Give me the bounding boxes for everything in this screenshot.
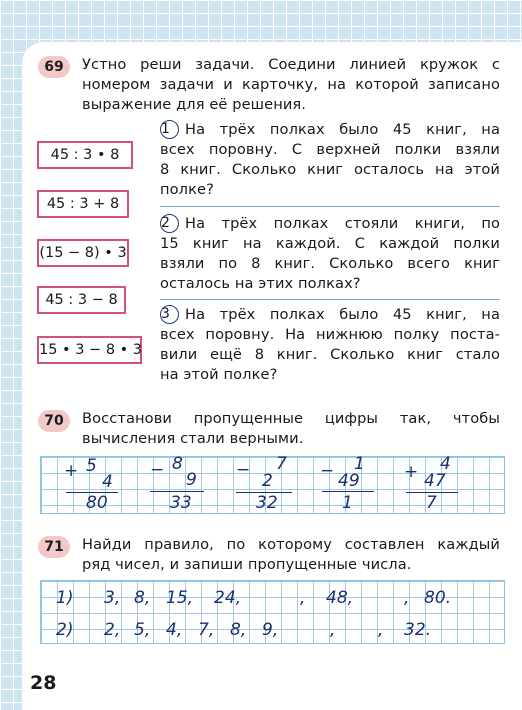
task-69-line: выражение для её решения. [82, 96, 307, 113]
task-71-instructions [82, 535, 500, 575]
problem-text: взяли по 8 книг. Сколько всего книг [160, 255, 500, 272]
problem-3-circle[interactable]: 3 [160, 305, 179, 324]
sequence-number: 8, [230, 620, 247, 640]
handwritten-sign: − [236, 460, 251, 480]
expression-card[interactable]: 45 : 3 • 8 [37, 141, 133, 169]
problem-text: осталось на этих полках? [160, 275, 361, 292]
sequence-gap: , [330, 620, 336, 640]
task-69-line: Устно реши задачи. Соедини линией кружок с [82, 56, 500, 73]
sequence-number: 4, [166, 620, 183, 640]
task-71-line: ряд чисел, и запиши пропущенные числа. [82, 556, 412, 573]
handwritten-digit: 47 [424, 471, 446, 491]
handwritten-digit: 49 [338, 471, 360, 491]
task-69-line: номером задачи и карточку, на которой записано [82, 76, 500, 93]
sequence-number: 24, [214, 588, 242, 608]
problem-2 [160, 214, 500, 294]
problem-1 [160, 120, 500, 200]
sequence-number: 9, [262, 620, 279, 640]
problem-text: На трёх полках стояли книги, по [185, 215, 500, 232]
handwritten-result: 1 [342, 493, 353, 513]
handwritten-sign: − [320, 461, 335, 481]
row-label: 1) [56, 588, 74, 608]
expression-card[interactable]: (15 − 8) • 3 [37, 239, 129, 267]
sequence-gap: , [300, 588, 306, 608]
sequence-number: 32. [404, 620, 432, 640]
problem-3 [160, 305, 500, 385]
problem-text: всех поровну. С верхней полки взяли [160, 141, 500, 158]
problem-1-circle[interactable]: 1 [160, 120, 179, 139]
handwritten-digit: 2 [262, 471, 273, 491]
task-69-instructions [82, 55, 500, 115]
task-71-line: Найди правило, по которому составлен каждый [82, 536, 500, 553]
task-71-badge: 71 [38, 536, 70, 558]
problem-text: 15 книг на каждой. С каждой полки [160, 235, 500, 252]
task-70-line: Восстанови пропущенные цифры так, чтобы [82, 410, 500, 427]
sequence-number: 2, [104, 620, 121, 640]
sequence-number: 5, [134, 620, 151, 640]
sequence-number: 48, [326, 588, 354, 608]
expression-card[interactable]: 45 : 3 + 8 [37, 190, 129, 218]
task-70-line: вычисления стали верными. [82, 430, 304, 447]
handwritten-sign: + [404, 462, 419, 482]
handwritten-result: 32 [256, 493, 278, 513]
problem-text: На трёх полках было 45 книг, на [185, 121, 500, 138]
sum-line [322, 491, 374, 492]
handwritten-sign: − [150, 460, 165, 480]
handwritten-digit: 4 [102, 472, 113, 492]
sequence-number: 15, [166, 588, 194, 608]
problem-2-circle[interactable]: 2 [160, 214, 179, 233]
problem-text: На трёх полках было 45 книг, на [185, 306, 500, 323]
sequence-number: 8, [134, 588, 151, 608]
handwritten-digit: 5 [86, 456, 97, 476]
sequence-number: 7, [198, 620, 215, 640]
problem-text: на этой полке? [160, 366, 278, 383]
handwritten-digit: 9 [186, 470, 197, 490]
divider [160, 206, 500, 207]
expression-card[interactable]: 45 : 3 − 8 [37, 286, 126, 314]
handwritten-result: 80 [86, 493, 108, 513]
problem-text: вили ещё 8 книг. Сколько книг стало [160, 346, 500, 363]
handwritten-digit: 4 [440, 454, 451, 474]
sequence-gap: , [378, 620, 384, 640]
page-number: 28 [30, 672, 57, 694]
handwritten-digit: 7 [276, 454, 287, 474]
sum-line [150, 491, 204, 492]
row-label: 2) [56, 620, 74, 640]
divider [160, 299, 500, 300]
task-70-instructions [82, 409, 500, 449]
handwritten-result: 7 [426, 493, 437, 513]
handwritten-digit: 8 [172, 454, 183, 474]
handwritten-result: 33 [170, 493, 192, 513]
expression-card[interactable]: 15 • 3 − 8 • 3 [37, 336, 142, 364]
handwritten-sign: + [64, 461, 79, 481]
problem-text: 8 книг. Сколько книг осталось на этой [160, 161, 500, 178]
handwritten-digit: 1 [354, 454, 365, 474]
sequence-gap: , [404, 588, 410, 608]
problem-text: всех поровну. На нижнюю полку поста- [160, 326, 500, 343]
task-69-badge: 69 [38, 56, 70, 78]
sequence-number: 3, [104, 588, 121, 608]
sequence-number: 80. [424, 588, 452, 608]
problem-text: полке? [160, 181, 214, 198]
task-70-badge: 70 [38, 410, 70, 432]
